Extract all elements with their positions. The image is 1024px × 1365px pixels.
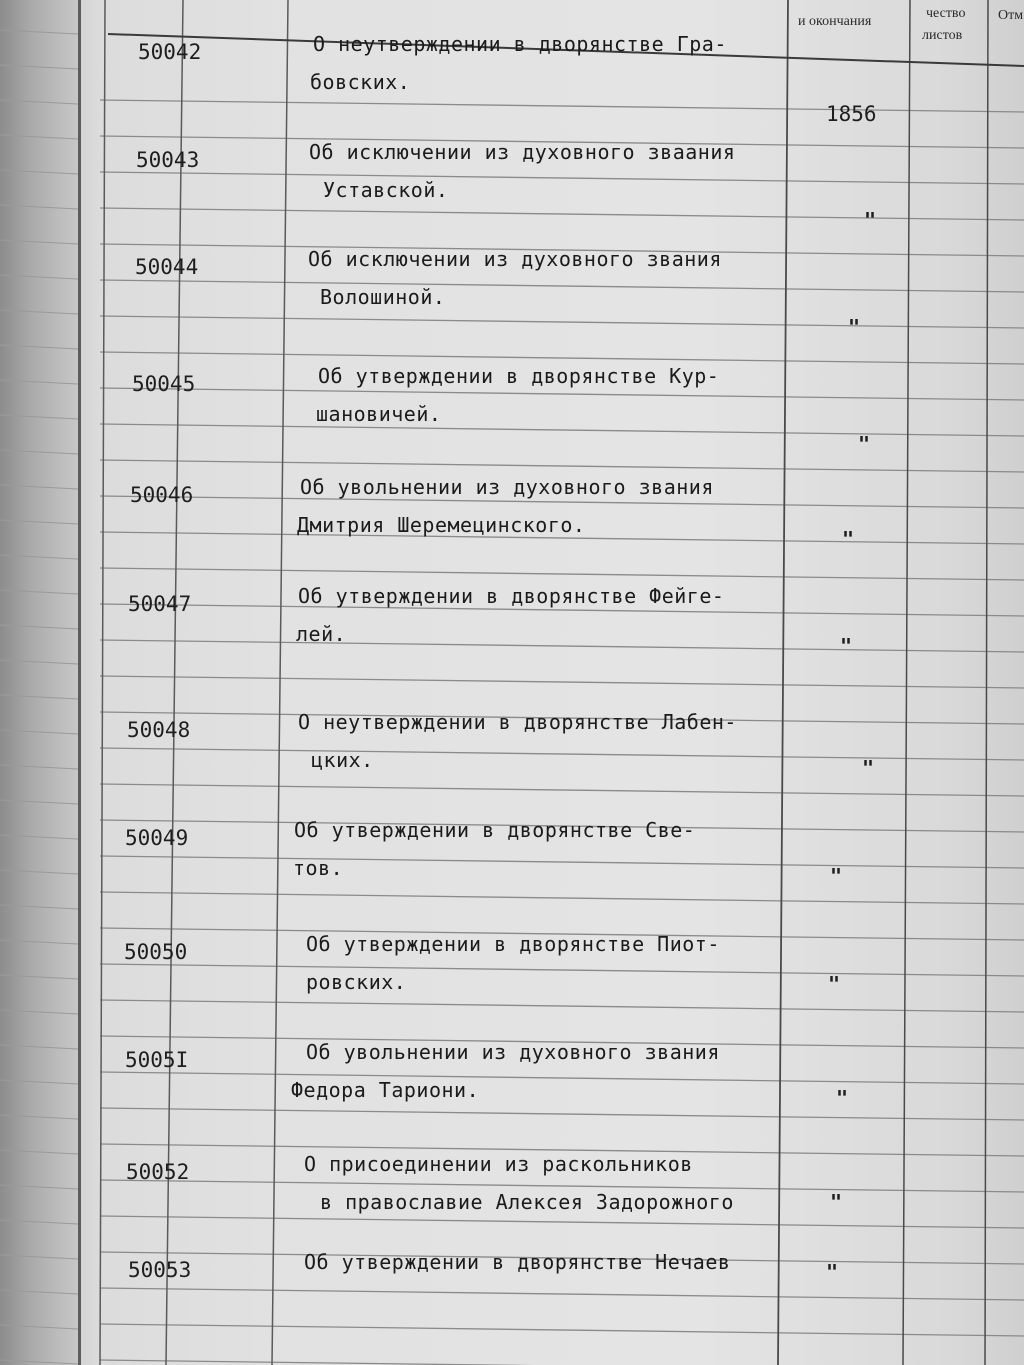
entry-number: 5005I <box>125 1048 189 1072</box>
entry-title-line: цких. <box>311 748 374 772</box>
entry-number: 50046 <box>130 483 194 507</box>
entry-title-line: ровских. <box>306 970 407 994</box>
entry-date: 1856 <box>826 102 877 126</box>
entry-date-ditto: " <box>858 432 871 456</box>
entry-date-ditto: " <box>826 1260 839 1284</box>
entry-title-line: Волошиной. <box>320 285 446 309</box>
header-dates-label: и окончания <box>798 14 872 29</box>
entry-date-ditto: " <box>828 972 841 996</box>
entry-date-ditto: " <box>862 756 875 780</box>
entry-title-line: Об утверждении в дворянстве Пиот- <box>306 932 720 956</box>
entry-number: 50052 <box>126 1160 190 1184</box>
entry-title-line: лей. <box>296 622 347 646</box>
entry-title-line: Дмитрия Шеремецинского. <box>297 513 586 537</box>
entry-title-line: Об увольнении из духовного звания <box>300 475 714 499</box>
header-sheets-label-top: чество <box>926 6 966 21</box>
entry-title-line: тов. <box>293 856 344 880</box>
entry-title-line: О присоединении из раскольников <box>304 1152 693 1176</box>
entry-title-line: шановичей. <box>316 402 442 426</box>
entry-date-ditto: " <box>836 1086 849 1110</box>
entry-number: 50042 <box>138 40 202 64</box>
entry-number: 50053 <box>128 1258 192 1282</box>
entry-title-line: Об исключении из духовного звания <box>308 247 722 271</box>
entry-title-line: Федора Тариони. <box>291 1078 480 1102</box>
entry-date-ditto: " <box>830 864 843 888</box>
entry-number: 50048 <box>127 718 191 742</box>
entry-date-ditto: " <box>830 1190 843 1214</box>
entry-title-line: в православие Алексея Задорожного <box>320 1190 734 1214</box>
entry-title-line: Об утверждении в дворянстве Кур- <box>318 364 720 388</box>
entry-number: 50047 <box>128 592 192 616</box>
entry-date-ditto: " <box>848 315 861 339</box>
entry-date-ditto: " <box>864 208 877 232</box>
header-notes-label: Отм <box>998 8 1024 23</box>
entry-number: 50045 <box>132 372 196 396</box>
entry-title-line: Об утверждении в дворянстве Фейге- <box>298 584 725 608</box>
entry-date-ditto: " <box>840 634 853 658</box>
entry-title-line: Об утверждении в дворянстве Све- <box>294 818 696 842</box>
entry-date-ditto: " <box>842 527 855 551</box>
entry-title-line: О неутверждении в дворянстве Гра- <box>313 32 727 56</box>
entry-number: 50050 <box>124 940 188 964</box>
header-sheets-label-bottom: листов <box>922 28 963 43</box>
entry-title-line: Об утверждении в дворянстве Нечаев <box>304 1250 731 1274</box>
entry-title-line: Об увольнении из духовного звания <box>306 1040 720 1064</box>
entry-number: 50049 <box>125 826 189 850</box>
entry-title-line: бовских. <box>310 70 411 94</box>
entry-title-line: Уставской. <box>323 178 449 202</box>
entry-title-line: О неутверждении в дворянстве Лабен- <box>298 710 737 734</box>
entry-title-line: Об исключении из духовного зваания <box>309 140 736 164</box>
entry-number: 50044 <box>135 255 199 279</box>
entry-number: 50043 <box>136 148 200 172</box>
